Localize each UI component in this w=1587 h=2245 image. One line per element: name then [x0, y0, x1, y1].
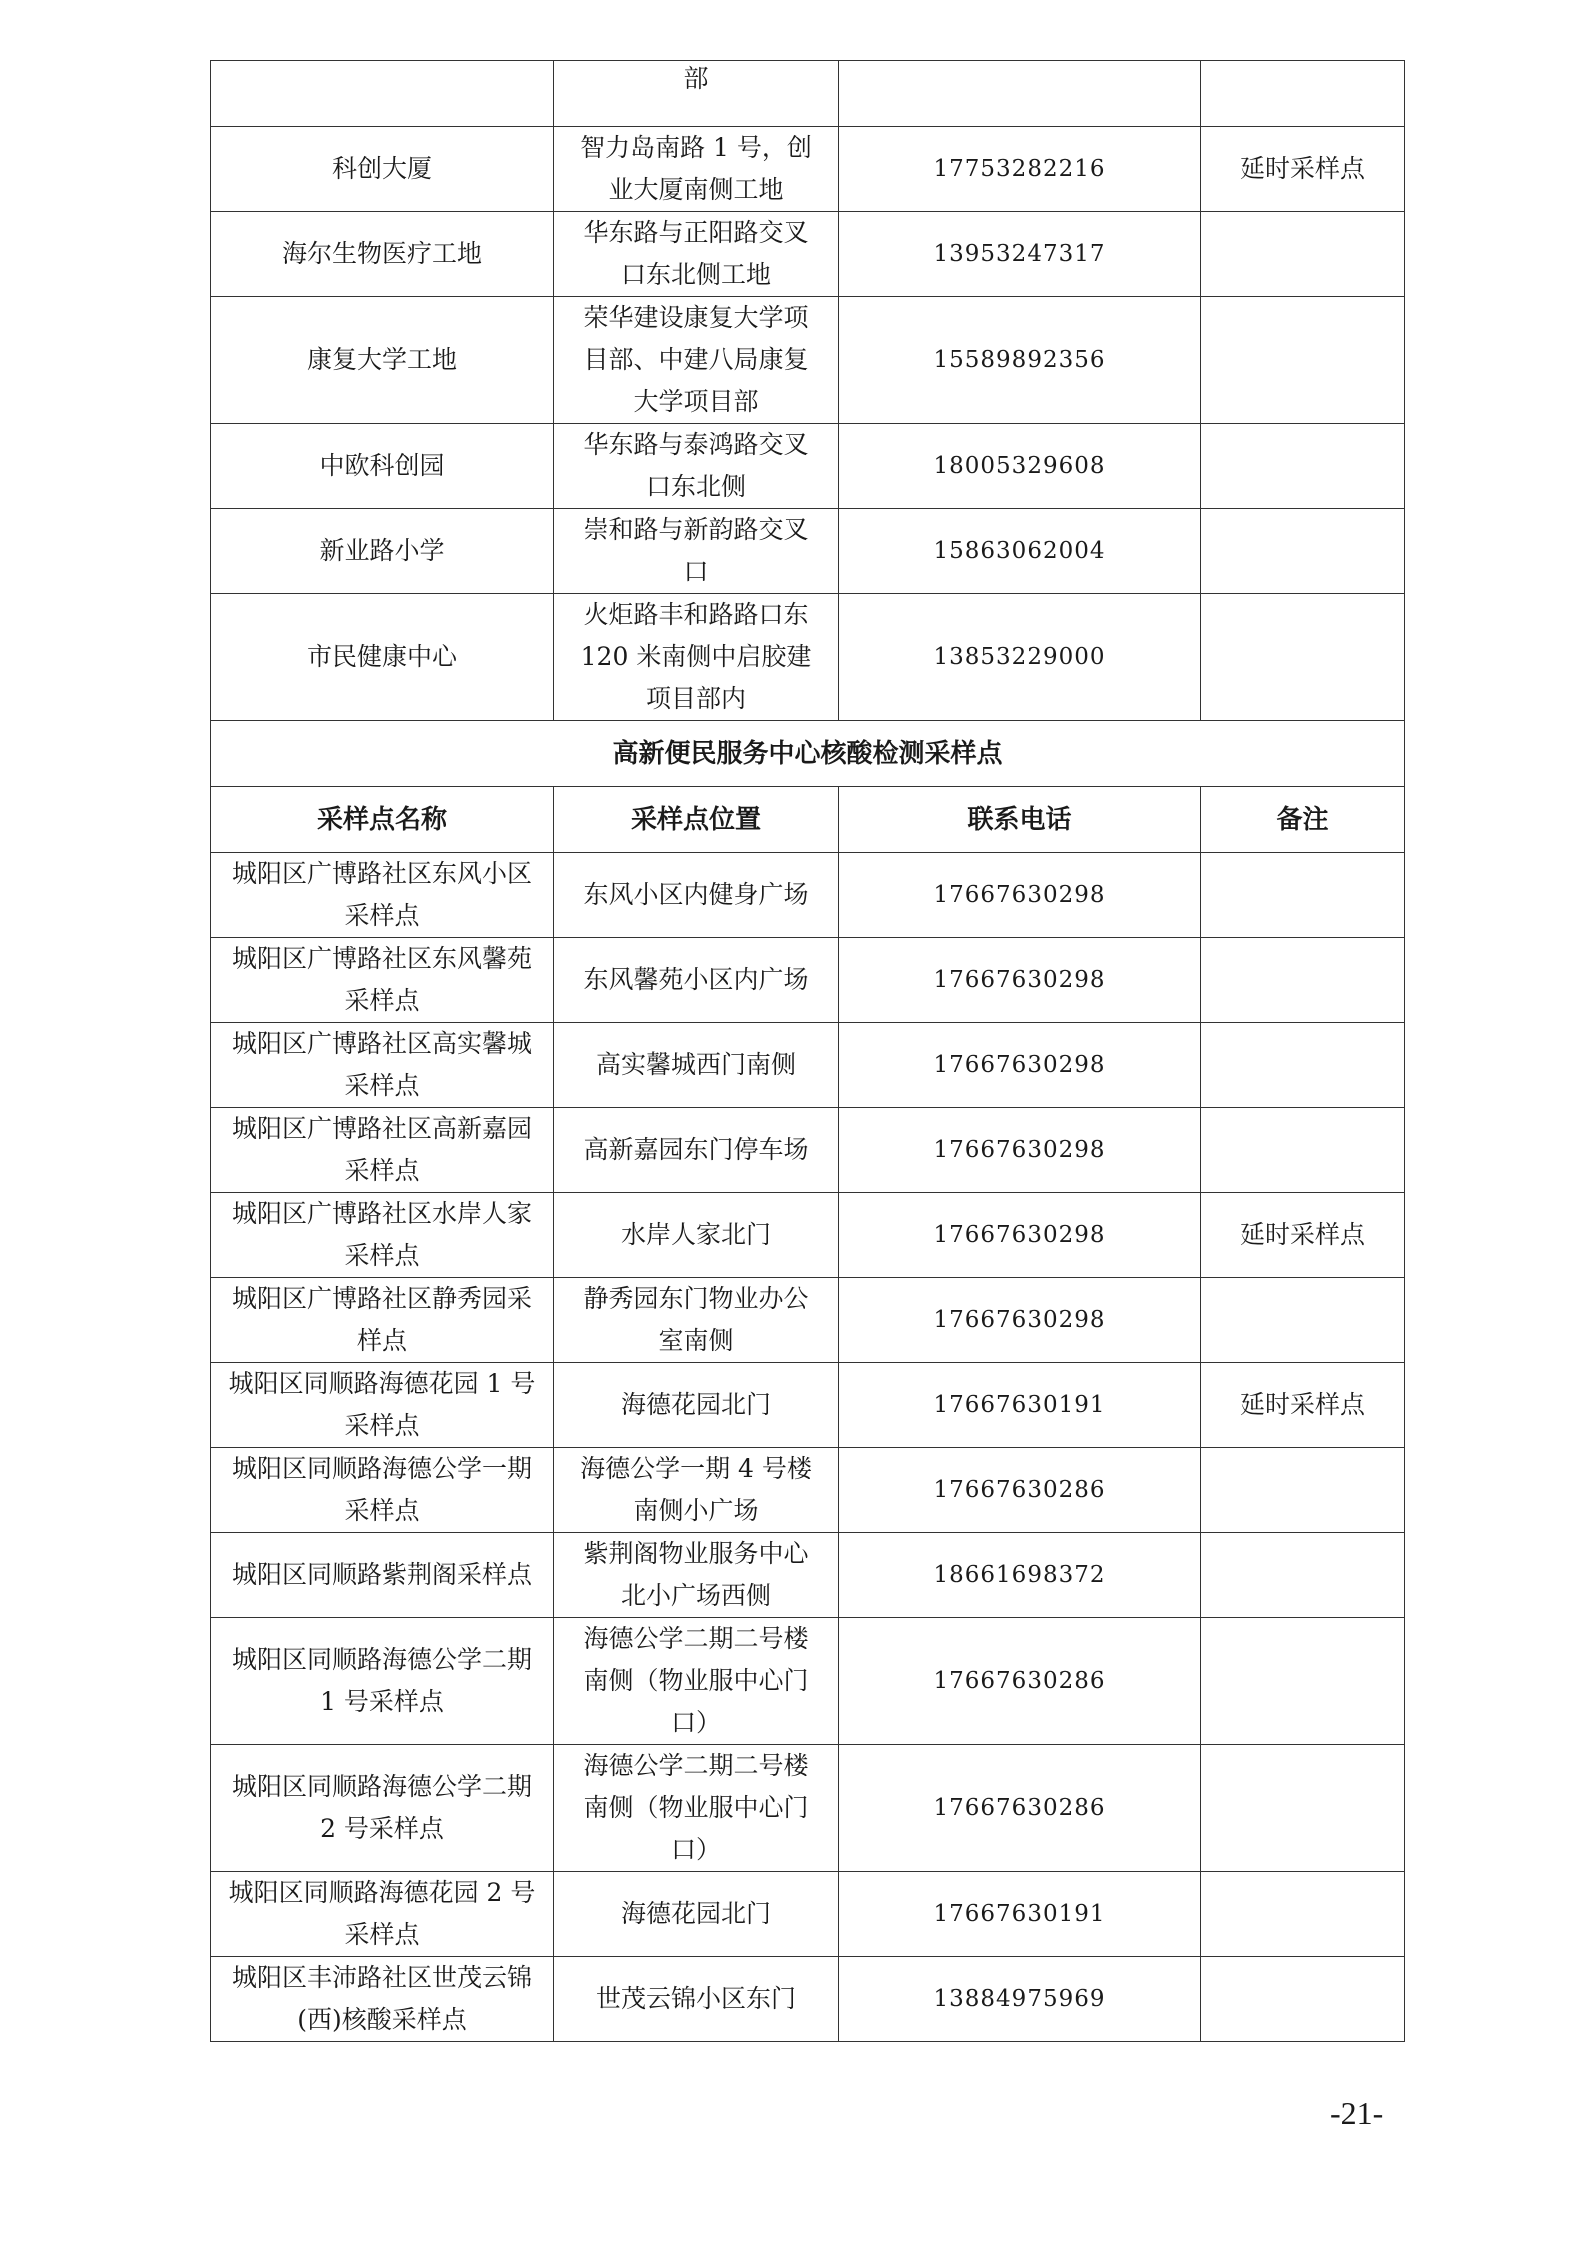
- site-note-cell: [1201, 424, 1405, 509]
- site-name-cell: 城阳区同顺路海德花园 2 号采样点: [211, 1872, 554, 1957]
- site-note-cell: [1201, 1108, 1405, 1193]
- table-row: [211, 1618, 1405, 1745]
- table-row: [211, 1023, 1405, 1108]
- site-phone-cell: 17667630191: [839, 1363, 1201, 1448]
- site-name-cell: 城阳区同顺路海德公学二期 2 号采样点: [211, 1745, 554, 1872]
- site-note-cell: [1201, 1618, 1405, 1745]
- site-note-cell: [1201, 938, 1405, 1023]
- site-location-cell: 华东路与泰鸿路交叉口东北侧: [554, 424, 839, 509]
- site-phone-cell: 18661698372: [839, 1533, 1201, 1618]
- site-location-cell: 东风馨苑小区内广场: [554, 938, 839, 1023]
- site-note-cell: [1201, 1448, 1405, 1533]
- site-name-cell: 新业路小学: [211, 509, 554, 594]
- table-row: [211, 1745, 1405, 1872]
- site-phone-cell: 15863062004: [839, 509, 1201, 594]
- site-note-cell: [1201, 1533, 1405, 1618]
- site-phone-cell: 13953247317: [839, 212, 1201, 297]
- site-name-cell: 科创大厦: [211, 127, 554, 212]
- site-phone-cell: 17667630286: [839, 1448, 1201, 1533]
- site-phone-cell: 17667630298: [839, 1023, 1201, 1108]
- site-note-cell: [1201, 594, 1405, 721]
- site-name-cell: 城阳区同顺路紫荆阁采样点: [211, 1533, 554, 1618]
- site-name-cell: 城阳区广博路社区东风小区采样点: [211, 853, 554, 938]
- table-row: [211, 61, 1405, 127]
- site-note-cell: [1201, 1957, 1405, 2042]
- site-location-cell: 华东路与正阳路交叉口东北侧工地: [554, 212, 839, 297]
- site-name-cell: 市民健康中心: [211, 594, 554, 721]
- site-location-cell: 静秀园东门物业办公室南侧: [554, 1278, 839, 1363]
- table-row: [211, 212, 1405, 297]
- site-name-cell: 城阳区广博路社区静秀园采样点: [211, 1278, 554, 1363]
- site-note-cell: [1201, 1023, 1405, 1108]
- table-body: [211, 61, 1405, 2042]
- header-note: 备注: [1201, 787, 1405, 853]
- site-note-cell: 延时采样点: [1201, 1363, 1405, 1448]
- site-note-cell: [1201, 212, 1405, 297]
- site-phone-cell: 17667630298: [839, 1193, 1201, 1278]
- site-name-cell: 海尔生物医疗工地: [211, 212, 554, 297]
- site-phone-cell: 17667630298: [839, 853, 1201, 938]
- site-location-cell: 智力岛南路 1 号，创业大厦南侧工地: [554, 127, 839, 212]
- site-name-cell: 城阳区同顺路海德花园 1 号采样点: [211, 1363, 554, 1448]
- site-location-cell: 海德花园北门: [554, 1872, 839, 1957]
- site-name-cell: 城阳区广博路社区水岸人家采样点: [211, 1193, 554, 1278]
- table-row: [211, 1363, 1405, 1448]
- site-location-cell: 海德公学二期二号楼南侧（物业服中心门口）: [554, 1745, 839, 1872]
- table-row: [211, 853, 1405, 938]
- page-number: -21-: [1330, 2095, 1384, 2131]
- table-row: [211, 1108, 1405, 1193]
- sampling-sites-table: [210, 60, 1405, 2042]
- table-row: [211, 297, 1405, 424]
- table-row: [211, 1278, 1405, 1363]
- site-location-cell: 水岸人家北门: [554, 1193, 839, 1278]
- site-name-cell: 城阳区广博路社区高实馨城采样点: [211, 1023, 554, 1108]
- site-note-cell: [1201, 1872, 1405, 1957]
- site-name-cell: [211, 61, 554, 127]
- header-site-name: 采样点名称: [211, 787, 554, 853]
- site-location-cell: 高实馨城西门南侧: [554, 1023, 839, 1108]
- site-phone-cell: [839, 61, 1201, 127]
- site-location-cell: 世茂云锦小区东门: [554, 1957, 839, 2042]
- table-row: [211, 509, 1405, 594]
- site-name-cell: 城阳区广博路社区东风馨苑采样点: [211, 938, 554, 1023]
- site-location-cell: 荣华建设康复大学项目部、中建八局康复大学项目部: [554, 297, 839, 424]
- site-name-cell: 城阳区同顺路海德公学一期采样点: [211, 1448, 554, 1533]
- site-phone-cell: 17667630298: [839, 938, 1201, 1023]
- site-location-cell: 海德公学二期二号楼南侧（物业服中心门口）: [554, 1618, 839, 1745]
- table-row: [211, 1448, 1405, 1533]
- site-phone-cell: 18005329608: [839, 424, 1201, 509]
- table-row: [211, 1872, 1405, 1957]
- site-location-cell: 紫荆阁物业服务中心北小广场西侧: [554, 1533, 839, 1618]
- site-note-cell: [1201, 853, 1405, 938]
- table-row: [211, 938, 1405, 1023]
- site-note-cell: [1201, 61, 1405, 127]
- site-location-cell: 东风小区内健身广场: [554, 853, 839, 938]
- site-phone-cell: 17667630298: [839, 1278, 1201, 1363]
- section-row: [211, 721, 1405, 787]
- table-row: [211, 424, 1405, 509]
- site-note-cell: 延时采样点: [1201, 1193, 1405, 1278]
- site-phone-cell: 17753282216: [839, 127, 1201, 212]
- header-phone: 联系电话: [839, 787, 1201, 853]
- site-phone-cell: 17667630286: [839, 1618, 1201, 1745]
- site-note-cell: [1201, 509, 1405, 594]
- site-phone-cell: 17667630286: [839, 1745, 1201, 1872]
- table-row: [211, 594, 1405, 721]
- site-name-cell: 康复大学工地: [211, 297, 554, 424]
- table-row: [211, 1957, 1405, 2042]
- site-note-cell: 延时采样点: [1201, 127, 1405, 212]
- site-phone-cell: 17667630191: [839, 1872, 1201, 1957]
- site-name-cell: 城阳区广博路社区高新嘉园采样点: [211, 1108, 554, 1193]
- site-location-cell: 崇和路与新韵路交叉口: [554, 509, 839, 594]
- site-name-cell: 城阳区同顺路海德公学二期 1 号采样点: [211, 1618, 554, 1745]
- site-phone-cell: 13884975969: [839, 1957, 1201, 2042]
- site-phone-cell: 15589892356: [839, 297, 1201, 424]
- site-name-cell: 中欧科创园: [211, 424, 554, 509]
- table-row: [211, 1533, 1405, 1618]
- site-location-cell: 高新嘉园东门停车场: [554, 1108, 839, 1193]
- site-phone-cell: 17667630298: [839, 1108, 1201, 1193]
- site-note-cell: [1201, 297, 1405, 424]
- site-location-cell: 火炬路丰和路路口东 120 米南侧中启胶建项目部内: [554, 594, 839, 721]
- site-location-cell: 海德花园北门: [554, 1363, 839, 1448]
- table-row: [211, 127, 1405, 212]
- site-location-cell: 海德公学一期 4 号楼南侧小广场: [554, 1448, 839, 1533]
- site-note-cell: [1201, 1745, 1405, 1872]
- header-site-location: 采样点位置: [554, 787, 839, 853]
- table-row: [211, 1193, 1405, 1278]
- site-location-cell: 部: [554, 61, 839, 127]
- site-phone-cell: 13853229000: [839, 594, 1201, 721]
- header-row: [211, 787, 1405, 853]
- site-name-cell: 城阳区丰沛路社区世茂云锦(西)核酸采样点: [211, 1957, 554, 2042]
- section-title: 高新便民服务中心核酸检测采样点: [211, 721, 1405, 787]
- site-note-cell: [1201, 1278, 1405, 1363]
